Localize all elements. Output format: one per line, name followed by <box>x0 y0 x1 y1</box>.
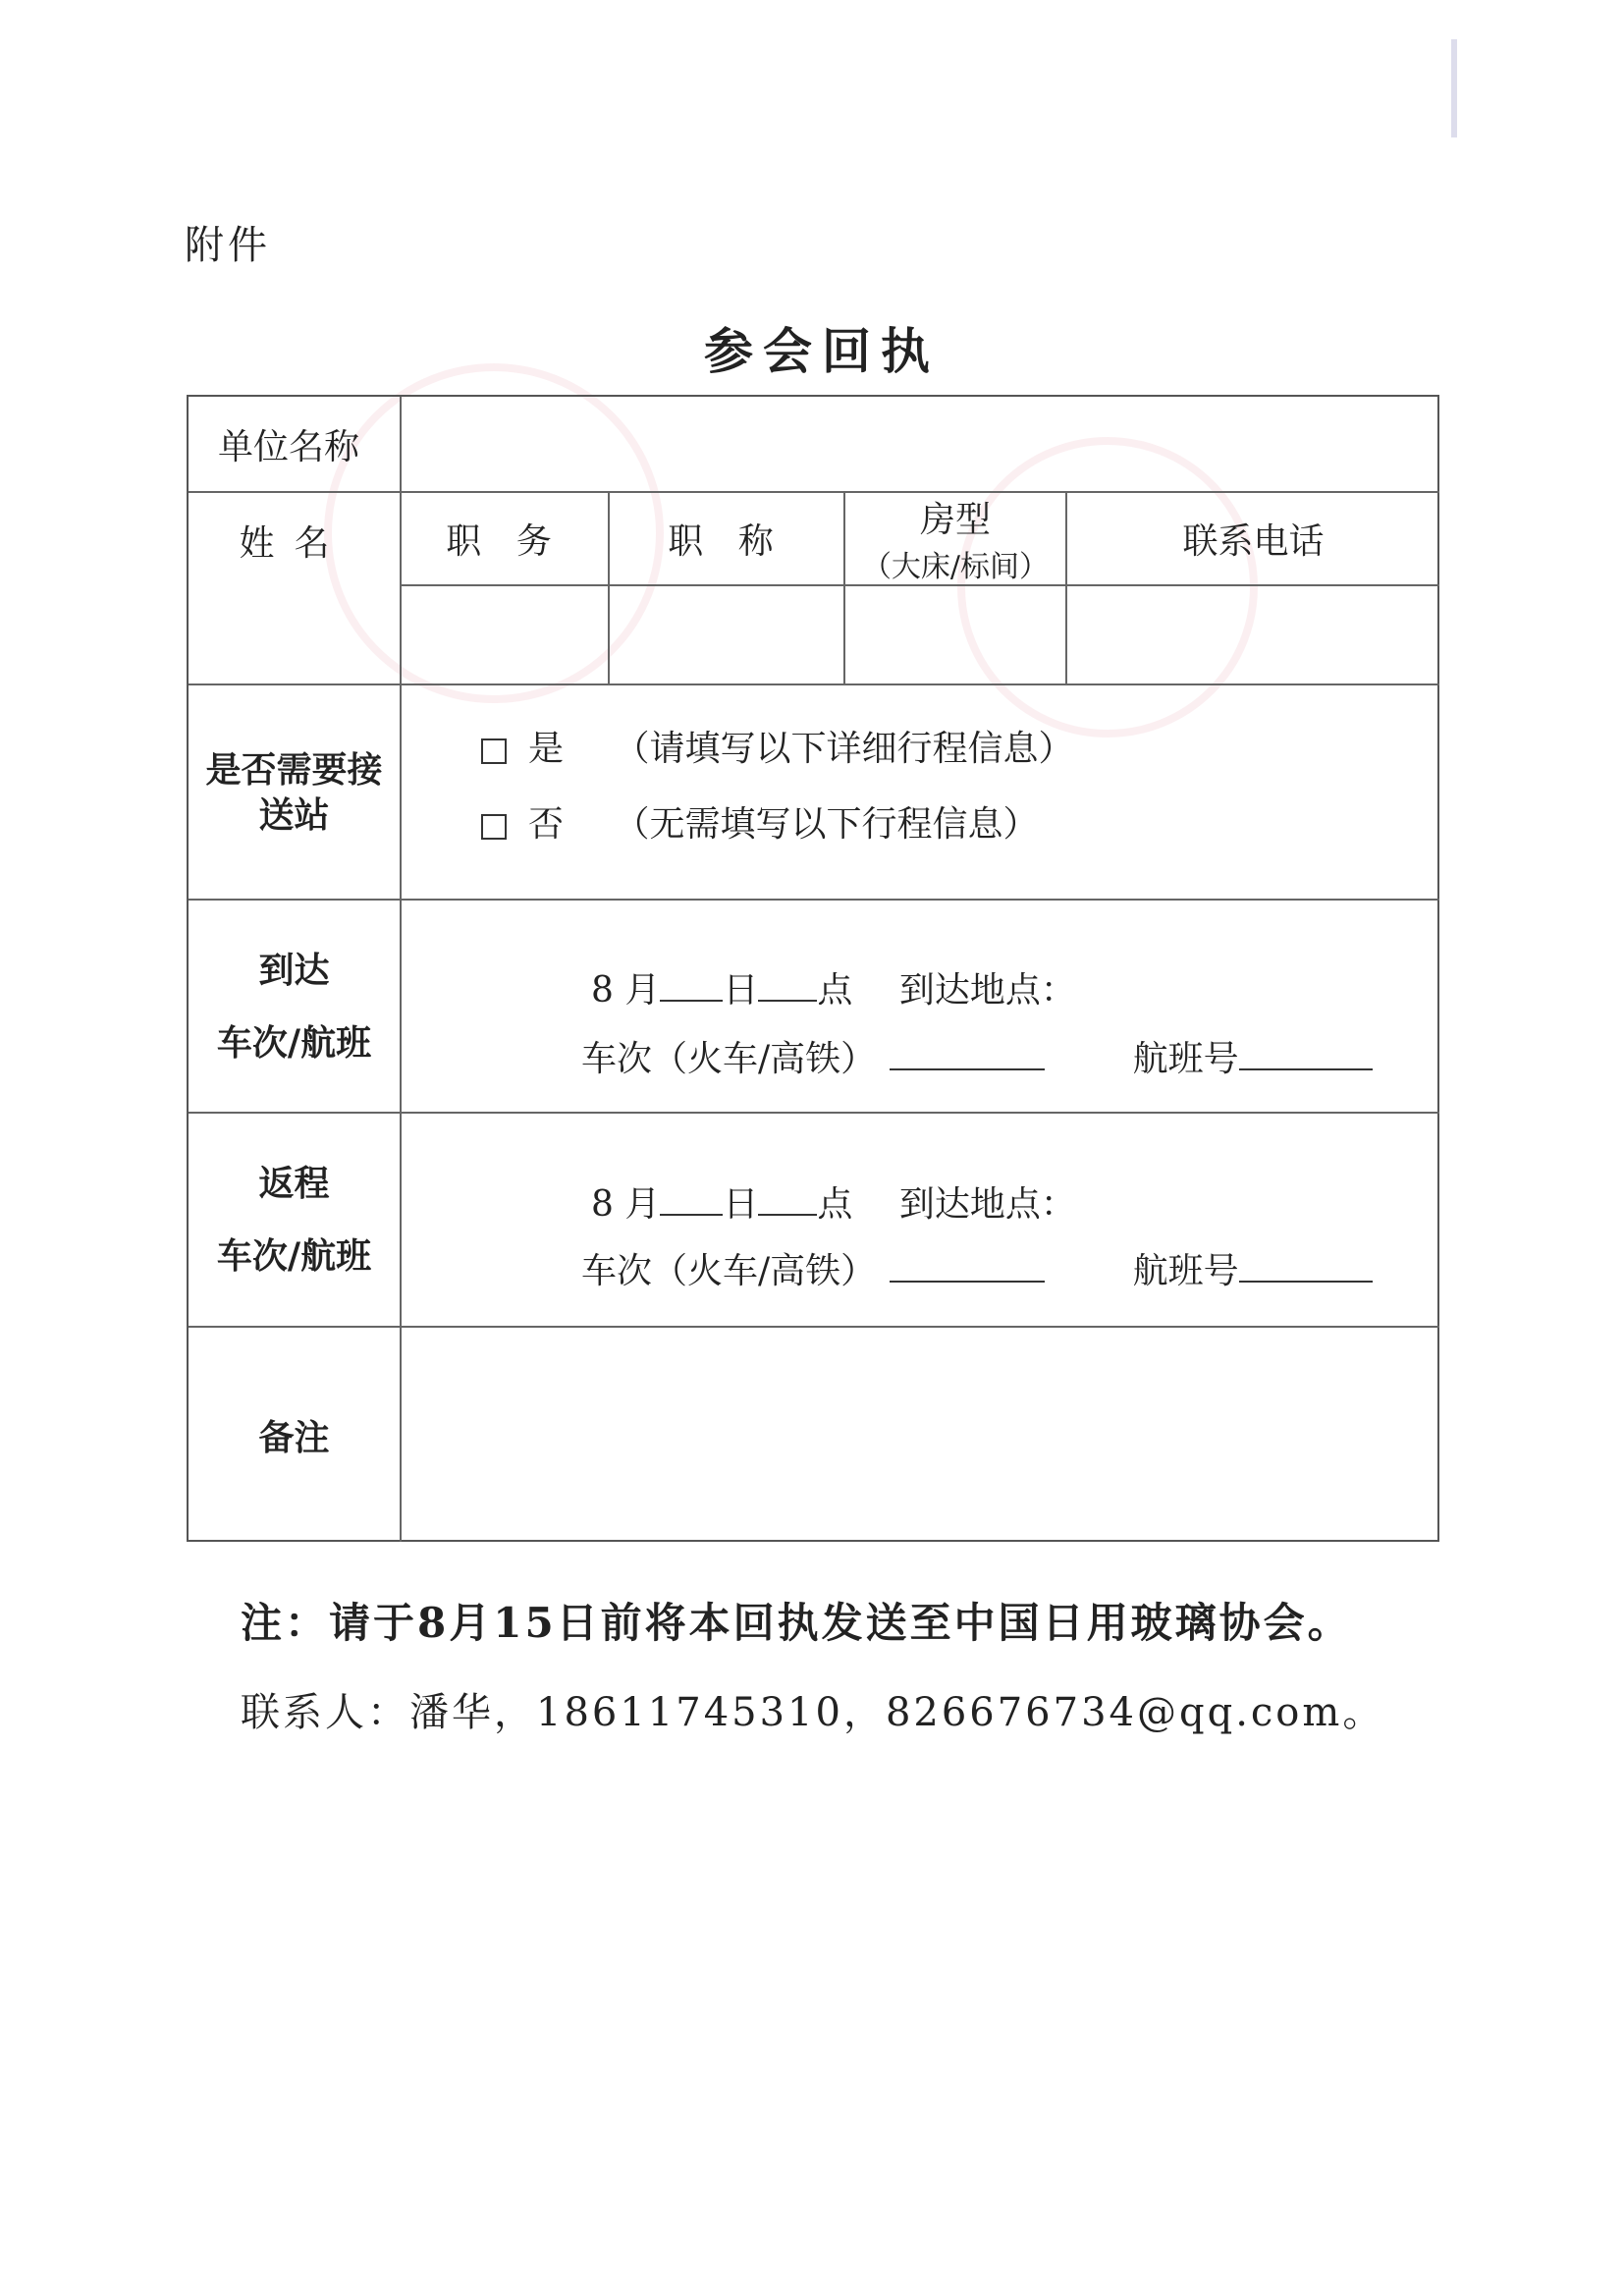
arrival-label <box>189 901 400 1112</box>
yes-note: （请填写以下详细行程信息） <box>614 729 1074 769</box>
name-header: 姓名 <box>239 523 350 564</box>
receipt-form <box>187 395 1439 1542</box>
return-day-blank[interactable] <box>660 1182 723 1216</box>
pickup-label-line1: 是否需要接 <box>205 748 383 791</box>
position-header: 职 务 <box>446 521 564 562</box>
title-field[interactable] <box>610 586 843 683</box>
pickup-no-option[interactable]: 否 （无需填写以下行程信息） <box>481 796 1038 847</box>
title-header: 职 称 <box>668 521 785 562</box>
return-train-blank[interactable] <box>890 1249 1045 1283</box>
room-type-header <box>845 493 1065 584</box>
arrival-label-line1: 到达 <box>258 949 330 991</box>
arrival-flight-blank[interactable] <box>1239 1037 1373 1070</box>
phone-field[interactable] <box>1067 586 1439 683</box>
page-title: 参会回执 <box>704 322 940 380</box>
no-checkbox[interactable] <box>481 814 507 840</box>
return-label-line1: 返程 <box>258 1163 330 1204</box>
room-type-note: （大床/标间） <box>861 550 1050 584</box>
room-type-label: 房型 <box>919 500 991 540</box>
pickup-label-line2: 送站 <box>258 793 330 836</box>
yes-checkbox[interactable] <box>481 738 507 764</box>
return-hour-blank[interactable] <box>758 1182 817 1216</box>
unit-name-field[interactable] <box>402 397 1439 491</box>
arrival-train-blank[interactable] <box>890 1037 1045 1070</box>
arrival-day-blank[interactable] <box>660 968 723 1002</box>
arrival-hour-blank[interactable] <box>758 968 817 1002</box>
scan-edge-mark <box>1451 39 1457 137</box>
return-label-line2: 车次/航班 <box>216 1235 372 1277</box>
remarks-label: 备注 <box>258 1416 330 1458</box>
return-flight-blank[interactable] <box>1239 1249 1373 1283</box>
return-date-line: 8 月 日 点 到达地点： <box>591 1184 1076 1225</box>
arrival-transport-line: 车次（火车/高铁） 航班号 <box>581 1031 1373 1081</box>
contact-info: 联系人：潘华，18611745310，826676734@qq.com。 <box>241 1690 1385 1735</box>
remarks-field[interactable] <box>402 1328 1439 1542</box>
unit-name-label: 单位名称 <box>218 426 360 467</box>
name-field[interactable] <box>189 586 400 683</box>
deadline-note: 注：请于8月15日前将本回执发送至中国日用玻璃协会。 <box>241 1599 1352 1647</box>
return-label <box>189 1114 400 1326</box>
return-transport-line: 车次（火车/高铁） 航班号 <box>581 1243 1373 1293</box>
position-field[interactable] <box>402 586 608 683</box>
no-note: （无需填写以下行程信息） <box>614 804 1039 845</box>
room-type-field[interactable] <box>845 586 1065 683</box>
arrival-date-line: 8 月 日 点 到达地点： <box>591 970 1076 1011</box>
pickup-yes-option[interactable]: 是 （请填写以下详细行程信息） <box>481 721 1073 771</box>
pickup-label <box>189 685 400 899</box>
attachment-label: 附件 <box>185 223 271 268</box>
phone-header: 联系电话 <box>1182 521 1325 562</box>
arrival-label-line2: 车次/航班 <box>216 1021 372 1064</box>
